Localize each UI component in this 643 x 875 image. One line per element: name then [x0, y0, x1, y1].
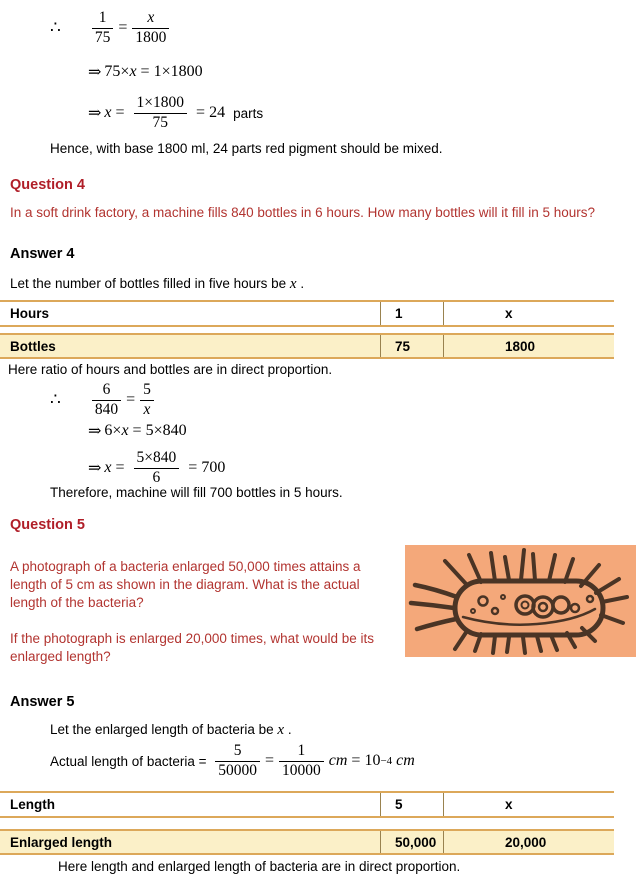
- math-variable: x: [121, 422, 129, 439]
- math-step-3: [88, 421, 187, 441]
- math-variable: x: [129, 63, 137, 80]
- table-row: [0, 300, 614, 327]
- bacteria-drawing: [405, 545, 636, 657]
- math-text: =: [111, 104, 129, 121]
- math-text: = 700: [184, 459, 226, 476]
- fraction: $\frac{5}{50000}$: [215, 742, 260, 780]
- math-label: Actual length of bacteria =: [50, 753, 211, 769]
- math-text: = 5×840: [128, 422, 187, 439]
- implies-arrow: ⇒: [88, 105, 102, 122]
- table-row: [0, 333, 614, 359]
- equals-sign: =: [118, 19, 128, 36]
- conclusion-answer-3: Hence, with base 1800 ml, 24 parts red pigment should be mixed.: [50, 141, 443, 156]
- intro-text: .: [284, 722, 292, 737]
- answer-5-intro: [50, 722, 292, 739]
- unit-cm: cm: [328, 752, 348, 769]
- conclusion-answer-4: Therefore, machine will fill 700 bottles in 5 hours.: [50, 485, 343, 500]
- math-variable: x: [104, 459, 112, 476]
- math-text: =: [111, 459, 129, 476]
- table-cell-label: Bottles: [10, 338, 56, 354]
- math-step-2: [88, 91, 263, 135]
- table-cell-value: 75: [380, 335, 443, 357]
- equals-sign: =: [126, 391, 136, 408]
- intro-text: .: [296, 276, 305, 291]
- fraction: $\frac{1\times 1800}{75}$: [134, 94, 188, 132]
- implies-arrow: ⇒: [88, 64, 102, 81]
- implies-arrow: ⇒: [88, 460, 102, 477]
- table-cell-value: 1: [380, 302, 443, 325]
- answer-4-heading: Answer 4: [10, 246, 75, 262]
- intro-text: Let the enlarged length of bacteria be: [50, 722, 278, 737]
- question-4-heading: Question 4: [10, 177, 85, 193]
- math-text: 75×: [104, 63, 130, 80]
- table-cell-label: Hours: [10, 306, 50, 321]
- table-cell-value: 1800: [443, 335, 614, 357]
- unit-cm: cm: [396, 752, 415, 769]
- table-cell-label: Length: [10, 797, 55, 812]
- math-step-1: [88, 62, 203, 82]
- math-variable: x: [104, 104, 112, 121]
- table-row: [0, 791, 614, 818]
- math-proportion-1: [50, 6, 174, 50]
- answer-4-intro: [10, 276, 304, 293]
- fraction: $\frac{1}{75}$: [92, 9, 114, 47]
- fraction: $\frac{x}{1800}$: [132, 9, 169, 47]
- math-text: = 10: [347, 752, 381, 769]
- question-4-text: In a soft drink factory, a machine fills 840 bottles in 6 hours. How many bottles will it fill in 5 hours?: [10, 205, 596, 220]
- math-text: = 24: [192, 104, 226, 121]
- equals-sign: =: [264, 752, 275, 769]
- question-5-text-part1: A photograph of a bacteria enlarged 50,000 times attains a length of 5 cm as shown in the diagram. What is the actual length of the bacteria?: [10, 559, 361, 610]
- math-text: = 1×1800: [136, 63, 203, 80]
- bacteria-illustration: [405, 545, 636, 657]
- table-cell-value: 5: [380, 793, 443, 816]
- table-cell-label: Enlarged length: [10, 834, 113, 850]
- fraction: $\frac{1}{10000}$: [279, 742, 324, 780]
- math-variable: x: [289, 276, 297, 292]
- question-5-heading: Question 5: [10, 517, 85, 533]
- table-cell-value: 50,000: [380, 831, 443, 853]
- question-5-text-part2: If the photograph is enlarged 20,000 times, what would be its enlarged length?: [10, 631, 374, 664]
- answer-5-heading: Answer 5: [10, 694, 75, 710]
- math-unit-label: parts: [233, 105, 264, 121]
- fraction: $\frac{6}{840}$: [92, 381, 121, 419]
- proportion-note-2: Here length and enlarged length of bacteria are in direct proportion.: [58, 859, 461, 874]
- table-cell-value: 20,000: [443, 831, 614, 853]
- math-step-4: [88, 446, 225, 490]
- intro-text: Let the number of bottles filled in five hours be: [10, 276, 290, 291]
- math-text: 6×: [104, 422, 122, 439]
- implies-arrow: ⇒: [88, 423, 102, 440]
- table-cell-value: x: [443, 302, 614, 325]
- answer-5-calculation: Actual length of bacteria = $\frac{5}{50000}$ = $\frac{1}{10000}$ cm = 10 −4 cm: [50, 742, 415, 779]
- therefore-symbol: ∴: [50, 390, 61, 409]
- fraction: $\frac{5}{x}$: [140, 381, 154, 419]
- table-cell-value: x: [443, 793, 614, 816]
- math-proportion-2: [50, 378, 159, 422]
- proportion-note-1: Here ratio of hours and bottles are in direct proportion.: [8, 362, 333, 377]
- therefore-symbol: ∴: [50, 18, 61, 37]
- table-row: [0, 829, 614, 855]
- math-variable: x: [277, 722, 285, 738]
- fraction: $\frac{5\times 840}{6}$: [134, 449, 180, 487]
